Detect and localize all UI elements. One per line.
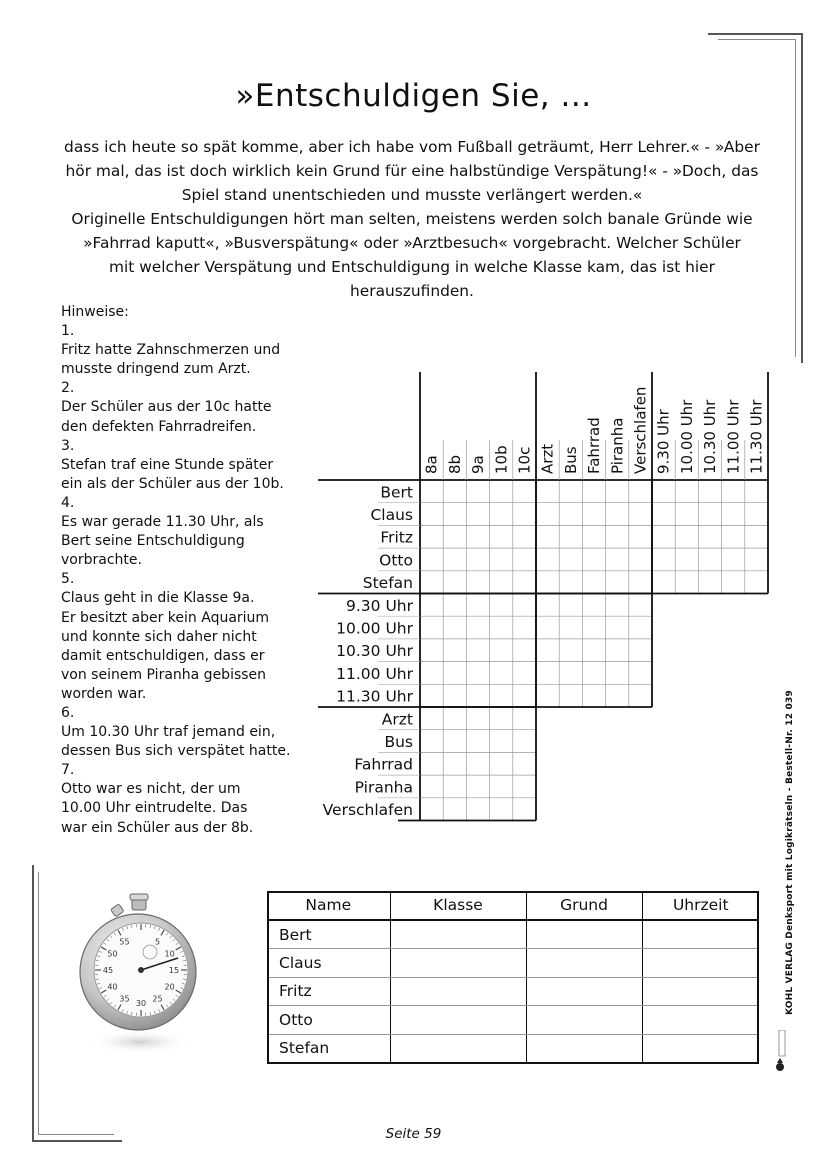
grid-cell[interactable] <box>536 684 559 707</box>
grid-cell[interactable] <box>745 548 768 571</box>
grid-cell[interactable] <box>582 525 605 548</box>
grid-column-label: 9a <box>469 455 488 474</box>
grid-cell[interactable] <box>698 571 721 594</box>
intro-line: hör mal, das ist doch wirklich kein Grund für eine halbstündige Verspätung!« - »Doch, das <box>65 162 759 180</box>
grid-cell[interactable] <box>536 594 559 617</box>
grid-cell[interactable] <box>675 525 698 548</box>
grid-column-label: 8b <box>445 454 464 474</box>
grid-cell[interactable] <box>629 662 652 685</box>
hint-line: ein als der Schüler aus der 10b. <box>61 475 284 492</box>
grid-cell[interactable] <box>513 639 536 662</box>
grid-cell[interactable] <box>582 684 605 707</box>
watch-number: 30 <box>135 999 147 1008</box>
grid-cell[interactable] <box>513 594 536 617</box>
hint-line: Er besitzt aber kein Aquarium <box>61 609 270 626</box>
grid-cell[interactable] <box>513 730 536 753</box>
grid-row-label: Arzt <box>381 710 413 729</box>
table-row <box>267 1006 759 1034</box>
grid-cell[interactable] <box>536 548 559 571</box>
grid-cell[interactable] <box>629 616 652 639</box>
hint-line: und konnte sich daher nicht <box>61 628 257 645</box>
grid-cell[interactable] <box>420 775 443 798</box>
answer-name-cell: Stefan <box>279 1039 330 1058</box>
grid-cell[interactable] <box>420 525 443 548</box>
intro-line: »Fahrrad kaputt«, »Busverspätung« oder »Arztbesuch« vorgebracht. Welcher Schüler <box>83 234 741 252</box>
grid-cell[interactable] <box>490 616 513 639</box>
grid-cell[interactable] <box>582 662 605 685</box>
grid-cell[interactable] <box>443 571 466 594</box>
answer-uhrzeit-cell[interactable] <box>642 1006 759 1034</box>
answer-header-name: Name <box>267 891 390 920</box>
grid-cell[interactable] <box>513 662 536 685</box>
grid-cell[interactable] <box>420 503 443 526</box>
grid-cell[interactable] <box>745 525 768 548</box>
hint-line: Hinweise: <box>61 304 129 320</box>
hint-line: 5. <box>61 571 75 588</box>
answer-name-cell: Fritz <box>267 977 390 1005</box>
watch-crown-top <box>130 894 148 900</box>
grid-cell[interactable] <box>490 571 513 594</box>
grid-cell[interactable] <box>629 571 652 594</box>
grid-cell[interactable] <box>420 571 443 594</box>
grid-column-label: 9.30 Uhr <box>654 409 673 474</box>
grid-cell[interactable] <box>420 662 443 685</box>
hint-line: 3. <box>61 437 75 454</box>
grid-cell[interactable] <box>420 594 443 617</box>
grid-cell[interactable] <box>443 707 466 730</box>
grid-cell[interactable] <box>582 571 605 594</box>
grid-cell[interactable] <box>559 503 582 526</box>
grid-cell[interactable] <box>606 594 629 617</box>
grid-cell[interactable] <box>606 662 629 685</box>
grid-cell[interactable] <box>490 798 513 821</box>
watch-number: 50 <box>107 949 118 959</box>
grid-column-label: Verschlafen <box>631 386 650 474</box>
grid-cell[interactable] <box>513 480 536 503</box>
grid-column-label: Arzt <box>538 443 557 474</box>
grid-cell[interactable] <box>652 480 675 503</box>
hint-line: 2. <box>61 380 75 397</box>
grid-cell[interactable] <box>722 525 745 548</box>
grid-cell[interactable] <box>629 503 652 526</box>
answer-uhrzeit-cell[interactable] <box>642 920 759 949</box>
grid-row-label: Otto <box>379 551 413 570</box>
answer-name-cell: Otto <box>267 1006 390 1034</box>
grid-cell[interactable] <box>466 571 489 594</box>
watch-number: 20 <box>164 982 175 992</box>
grid-cell[interactable] <box>490 684 513 707</box>
grid-row-label: Claus <box>370 505 413 524</box>
answer-table <box>267 891 759 1062</box>
grid-cell[interactable] <box>466 752 489 775</box>
grid-cell[interactable] <box>745 571 768 594</box>
grid-cell[interactable] <box>559 639 582 662</box>
grid-cell[interactable] <box>443 548 466 571</box>
grid-cell[interactable] <box>466 616 489 639</box>
grid-cell[interactable] <box>513 616 536 639</box>
intro-line: dass ich heute so spät komme, aber ich habe vom Fußball geträumt, Herr Lehrer.« - »Aber <box>64 138 760 156</box>
grid-cell[interactable] <box>443 525 466 548</box>
grid-cell[interactable] <box>443 594 466 617</box>
table-row <box>267 949 759 977</box>
hint-line: 7. <box>61 762 75 779</box>
grid-cell[interactable] <box>420 480 443 503</box>
grid-cell[interactable] <box>582 503 605 526</box>
grid-cell[interactable] <box>490 503 513 526</box>
grid-row-label: Verschlafen <box>322 801 413 820</box>
grid-cell[interactable] <box>466 525 489 548</box>
watch-number: 10 <box>164 949 175 959</box>
grid-cell[interactable] <box>606 480 629 503</box>
hint-line: vorbrachte. <box>61 552 142 569</box>
grid-column-label: 10.00 Uhr <box>677 399 696 474</box>
watch-number: 35 <box>119 994 130 1004</box>
grid-cell[interactable] <box>582 480 605 503</box>
grid-cell[interactable] <box>536 525 559 548</box>
grid-cell[interactable] <box>466 503 489 526</box>
grid-row-label: Fritz <box>380 528 413 547</box>
answer-grund-cell[interactable] <box>526 920 642 949</box>
grid-cell[interactable] <box>582 594 605 617</box>
grid-column-label: 10c <box>515 446 534 474</box>
grid-cell[interactable] <box>490 548 513 571</box>
grid-cell[interactable] <box>582 639 605 662</box>
grid-cell[interactable] <box>513 571 536 594</box>
grid-cell[interactable] <box>513 525 536 548</box>
grid-cell[interactable] <box>536 503 559 526</box>
grid-cell[interactable] <box>420 548 443 571</box>
answer-header-klasse: Klasse <box>390 891 526 920</box>
grid-cell[interactable] <box>466 775 489 798</box>
answer-uhrzeit-cell[interactable] <box>642 977 759 1005</box>
grid-cell[interactable] <box>652 525 675 548</box>
grid-cell[interactable] <box>698 503 721 526</box>
grid-cell[interactable] <box>490 525 513 548</box>
grid-cell[interactable] <box>536 571 559 594</box>
answer-grund-cell[interactable] <box>526 949 642 977</box>
grid-cell[interactable] <box>582 548 605 571</box>
grid-cell[interactable] <box>629 639 652 662</box>
grid-cell[interactable] <box>443 798 466 821</box>
stopwatch-image <box>78 892 198 1060</box>
watch-shadow <box>88 1030 192 1054</box>
hint-line: 1. <box>61 323 75 340</box>
grid-row-label: Bus <box>384 732 413 751</box>
grid-cell[interactable] <box>745 503 768 526</box>
grid-cell[interactable] <box>466 480 489 503</box>
grid-cell[interactable] <box>443 616 466 639</box>
hint-line: von seinem Piranha gebissen <box>61 666 267 683</box>
grid-cell[interactable] <box>513 707 536 730</box>
grid-row-label: 11.00 Uhr <box>336 664 413 683</box>
grid-cell[interactable] <box>675 548 698 571</box>
grid-row-label: Piranha <box>354 778 413 797</box>
grid-cell[interactable] <box>420 639 443 662</box>
grid-cell[interactable] <box>466 730 489 753</box>
grid-cell[interactable] <box>443 752 466 775</box>
hint-line: dessen Bus sich verspätet hatte. <box>61 743 291 760</box>
grid-cell[interactable] <box>443 480 466 503</box>
grid-cell[interactable] <box>675 571 698 594</box>
answer-name-cell: Claus <box>267 949 390 977</box>
grid-cell[interactable] <box>629 525 652 548</box>
grid-cell[interactable] <box>675 480 698 503</box>
watch-number: 55 <box>119 937 130 947</box>
grid-cell[interactable] <box>606 639 629 662</box>
grid-cell[interactable] <box>443 775 466 798</box>
grid-cell[interactable] <box>606 684 629 707</box>
grid-column-label: Fahrrad <box>585 417 604 474</box>
grid-cell[interactable] <box>490 594 513 617</box>
table-row <box>267 920 759 949</box>
grid-cell[interactable] <box>606 548 629 571</box>
grid-cell[interactable] <box>443 684 466 707</box>
answer-klasse-cell[interactable] <box>390 1034 526 1062</box>
grid-cell[interactable] <box>466 639 489 662</box>
grid-cell[interactable] <box>536 616 559 639</box>
grid-cell[interactable] <box>490 662 513 685</box>
grid-cell[interactable] <box>606 503 629 526</box>
page-title: »Entschuldigen Sie, ... <box>235 78 592 114</box>
grid-cell[interactable] <box>652 503 675 526</box>
grid-cell[interactable] <box>443 730 466 753</box>
answer-klasse-cell[interactable] <box>390 977 526 1005</box>
hint-line: den defekten Fahrradreifen. <box>61 418 257 435</box>
answer-klasse-cell[interactable] <box>390 920 526 949</box>
grid-cell[interactable] <box>466 594 489 617</box>
intro-line: Originelle Entschuldigungen hört man selten, meistens werden solch banale Gründe wie <box>71 210 753 228</box>
grid-cell[interactable] <box>698 480 721 503</box>
grid-cell[interactable] <box>675 503 698 526</box>
watch-number: 25 <box>152 994 163 1004</box>
hint-line: damit entschuldigen, dass er <box>61 647 265 664</box>
grid-cell[interactable] <box>513 548 536 571</box>
answer-name-cell: Bert <box>267 920 390 949</box>
intro-line: herauszufinden. <box>350 282 474 300</box>
answer-uhrzeit-cell[interactable] <box>642 1034 759 1062</box>
grid-cell[interactable] <box>420 798 443 821</box>
grid-cell[interactable] <box>629 684 652 707</box>
grid-row-label: 10.00 Uhr <box>336 619 413 638</box>
grid-cell[interactable] <box>652 571 675 594</box>
hint-line: Bert seine Entschuldigung <box>61 533 245 550</box>
grid-cell[interactable] <box>559 571 582 594</box>
grid-cell[interactable] <box>420 730 443 753</box>
grid-column-label: 10.30 Uhr <box>701 399 720 474</box>
answer-table-header-row <box>267 891 759 920</box>
answer-header-uhrzeit: Uhrzeit <box>642 891 759 920</box>
grid-cell[interactable] <box>559 480 582 503</box>
grid-column-label: Bus <box>561 446 580 474</box>
grid-cell[interactable] <box>698 548 721 571</box>
grid-cell[interactable] <box>490 707 513 730</box>
grid-cell[interactable] <box>420 707 443 730</box>
grid-column-label: Piranha <box>608 417 627 474</box>
grid-cell[interactable] <box>722 503 745 526</box>
grid-cell[interactable] <box>536 480 559 503</box>
grid-cell[interactable] <box>420 684 443 707</box>
hint-line: Claus geht in die Klasse 9a. <box>61 590 255 607</box>
grid-cell[interactable] <box>559 594 582 617</box>
grid-column-label: 10b <box>492 445 511 474</box>
hint-line: Es war gerade 11.30 Uhr, als <box>61 514 264 531</box>
grid-cell[interactable] <box>466 684 489 707</box>
grid-cell[interactable] <box>466 798 489 821</box>
watch-hand-pivot <box>138 967 144 973</box>
grid-column-label: 11.30 Uhr <box>747 399 766 474</box>
grid-cell[interactable] <box>490 752 513 775</box>
grid-cell[interactable] <box>490 639 513 662</box>
grid-cell[interactable] <box>606 571 629 594</box>
grid-cell[interactable] <box>722 548 745 571</box>
grid-cell[interactable] <box>513 503 536 526</box>
hint-line: Stefan traf eine Stunde später <box>61 456 274 473</box>
grid-row-label: Bert <box>380 483 413 502</box>
grid-row-label: 10.30 Uhr <box>336 642 413 661</box>
grid-cell[interactable] <box>559 548 582 571</box>
table-row <box>267 977 759 1005</box>
grid-cell[interactable] <box>513 798 536 821</box>
answer-uhrzeit-cell[interactable] <box>642 949 759 977</box>
grid-cell[interactable] <box>490 775 513 798</box>
grid-cell[interactable] <box>490 480 513 503</box>
grid-cell[interactable] <box>466 707 489 730</box>
grid-cell[interactable] <box>536 662 559 685</box>
sidebar-publisher-text: KOHL VERLAG Denksport mit Logikrätseln - Bestell-Nr. 12 039 <box>785 690 795 1015</box>
grid-cell[interactable] <box>420 616 443 639</box>
grid-cell[interactable] <box>606 616 629 639</box>
grid-column-label: 8a <box>422 455 441 474</box>
answer-header-grund: Grund <box>526 891 642 920</box>
grid-cell[interactable] <box>722 571 745 594</box>
grid-cell[interactable] <box>698 525 721 548</box>
grid-cell[interactable] <box>513 684 536 707</box>
grid-row-label: Fahrrad <box>354 755 413 774</box>
watch-number: 15 <box>168 966 180 975</box>
grid-row-label: 9.30 Uhr <box>346 596 413 615</box>
grid-cell[interactable] <box>466 662 489 685</box>
grid-cell[interactable] <box>443 662 466 685</box>
answer-grund-cell[interactable] <box>526 1034 642 1062</box>
grid-column-label: 11.00 Uhr <box>724 399 743 474</box>
grid-cell[interactable] <box>513 775 536 798</box>
grid-cell[interactable] <box>490 730 513 753</box>
grid-cell[interactable] <box>629 594 652 617</box>
hint-line: musste dringend zum Arzt. <box>61 361 251 378</box>
watch-side-button <box>111 904 124 917</box>
intro-line: Spiel stand unentschieden und musste verlängert werden.« <box>181 186 643 204</box>
hint-line: war ein Schüler aus der 8b. <box>61 819 254 836</box>
hint-line: 10.00 Uhr eintrudelte. Das <box>61 800 248 817</box>
grid-cell[interactable] <box>420 752 443 775</box>
grid-cell[interactable] <box>559 525 582 548</box>
table-row <box>267 1034 759 1062</box>
grid-cell[interactable] <box>606 525 629 548</box>
grid-cell[interactable] <box>466 548 489 571</box>
hint-line: Fritz hatte Zahnschmerzen und <box>61 342 281 359</box>
watch-number: 40 <box>107 982 118 992</box>
grid-cell[interactable] <box>559 616 582 639</box>
grid-cell[interactable] <box>652 548 675 571</box>
answer-grund-cell[interactable] <box>526 1006 642 1034</box>
grid-cell[interactable] <box>536 639 559 662</box>
answer-grund-cell[interactable] <box>526 977 642 1005</box>
hint-line: Um 10.30 Uhr traf jemand ein, <box>61 724 276 741</box>
answer-klasse-cell[interactable] <box>390 1006 526 1034</box>
watch-number: 45 <box>102 966 114 975</box>
grid-cell[interactable] <box>745 480 768 503</box>
hint-line: 4. <box>61 494 75 511</box>
hint-line: Otto war es nicht, der um <box>61 781 241 798</box>
grid-row-label: 11.30 Uhr <box>336 687 413 706</box>
grid-cell[interactable] <box>629 480 652 503</box>
hint-line: Der Schüler aus der 10c hatte <box>61 399 272 416</box>
grid-cell[interactable] <box>513 752 536 775</box>
grid-cell[interactable] <box>629 548 652 571</box>
watch-number: 5 <box>154 937 161 947</box>
grid-cell[interactable] <box>559 684 582 707</box>
grid-cell[interactable] <box>559 662 582 685</box>
answer-klasse-cell[interactable] <box>390 949 526 977</box>
hint-line: worden war. <box>61 685 147 702</box>
grid-cell[interactable] <box>722 480 745 503</box>
page-number: Seite 59 <box>385 1126 442 1142</box>
hint-line: 6. <box>61 704 75 721</box>
intro-line: mit welcher Verspätung und Entschuldigung in welche Klasse kam, das ist hier <box>109 258 715 276</box>
grid-cell[interactable] <box>582 616 605 639</box>
publisher-logo <box>774 1030 786 1072</box>
grid-cell[interactable] <box>443 503 466 526</box>
grid-row-label: Stefan <box>362 574 413 593</box>
grid-cell[interactable] <box>443 639 466 662</box>
